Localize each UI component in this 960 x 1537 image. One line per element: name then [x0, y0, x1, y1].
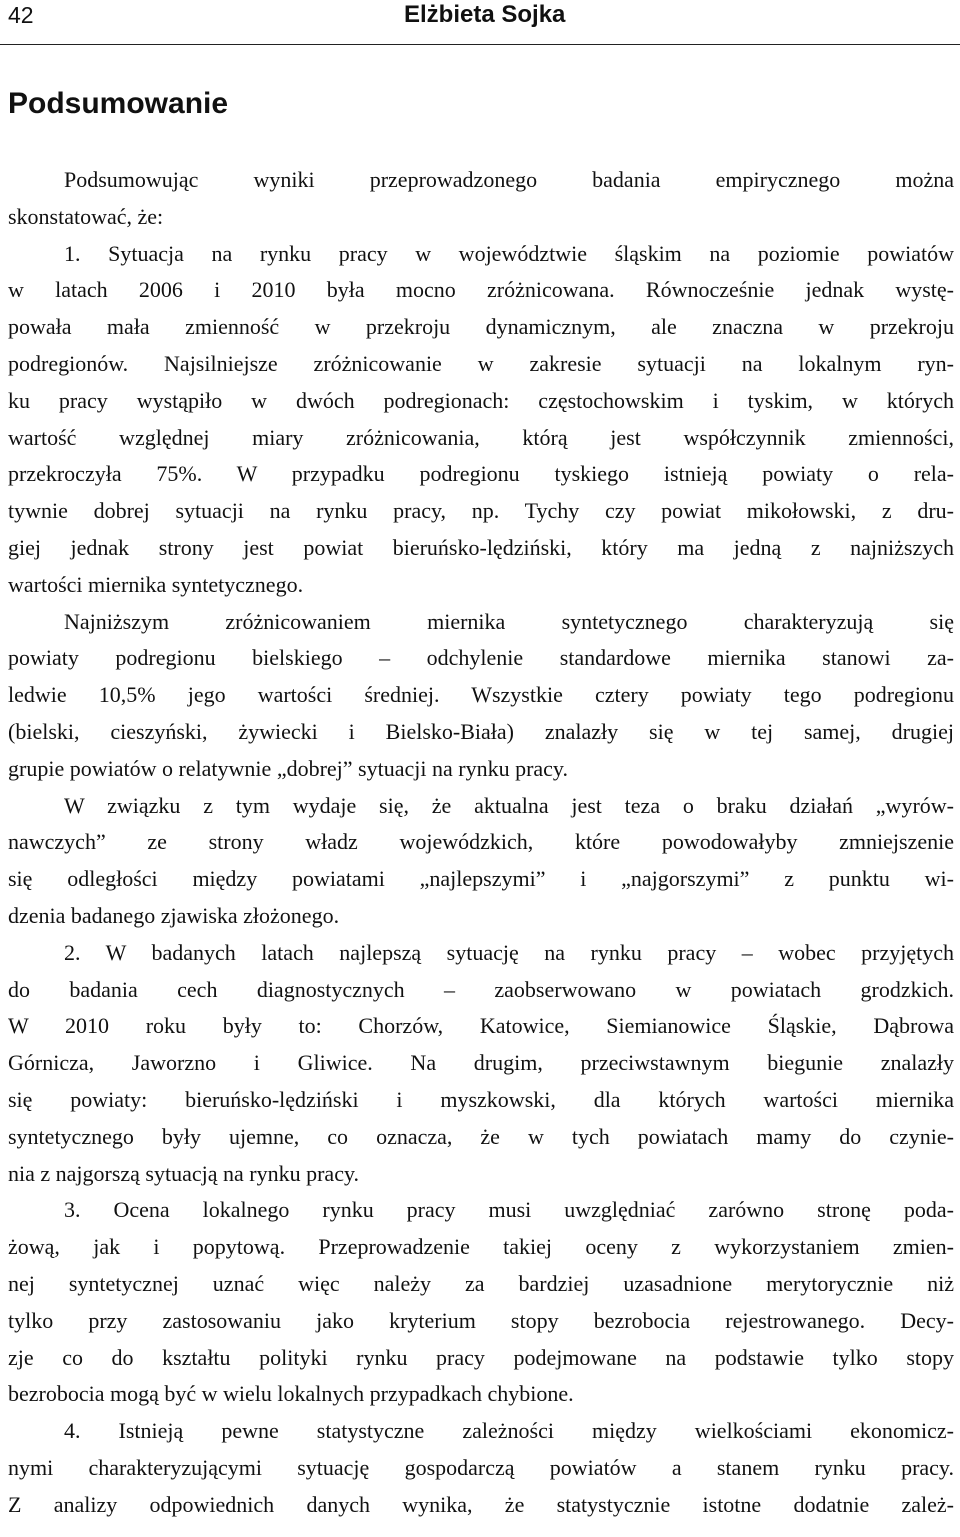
- text-line: W związku z tym wydaje się, że aktualna jest teza o braku działań „wyrów-: [64, 792, 954, 818]
- text-line: do badania cech diagnostycznych – zaobserwowano w powiatach grodzkich.: [8, 976, 954, 1002]
- text-line: Górnicza, Jaworzno i Gliwice. Na drugim, przeciwstawnym biegunie znalazły: [8, 1050, 954, 1076]
- text-line: 3. Ocena lokalnego rynku pracy musi uwzględniać zarówno stronę poda-: [64, 1197, 954, 1223]
- text-line: skonstatować, że:: [8, 203, 164, 229]
- text-line: Podsumowując wyniki przeprowadzonego badania empirycznego można: [64, 167, 954, 192]
- text-line: powiaty podregionu bielskiego – odchylenie standardowe miernika stanowi za-: [8, 645, 954, 671]
- text-line: dzenia badanego zjawiska złożonego.: [8, 902, 340, 928]
- text-line: syntetycznego były ujemne, co oznacza, że w tych powiatach mamy do czynie-: [8, 1123, 954, 1149]
- text-line: się powiaty: bieruńsko-lędziński i myszkowski, dla których wartości miernika: [8, 1086, 954, 1112]
- body-text: [8, 162, 954, 1523]
- text-line: powała mała zmienność w przekroju dynamicznym, ale znaczna w przekroju: [8, 314, 954, 340]
- text-line: żową, jak i popytową. Przeprowadzenie takiej oceny z wykorzystaniem zmien-: [8, 1234, 954, 1260]
- text-line: Z analizy odpowiednich danych wynika, że statystycznie istotne dodatnie zależ-: [8, 1491, 954, 1517]
- text-line: zje co do kształtu polityki rynku pracy podejmowane na podstawie tylko stopy: [8, 1344, 954, 1370]
- text-line: 1. Sytuacja na rynku pracy w województwie śląskim na poziomie powiatów: [64, 240, 954, 266]
- text-line: 4. Istnieją pewne statystyczne zależności między wielkościami ekonomicz-: [64, 1418, 954, 1444]
- text-line: ledwie 10,5% jego wartości średniej. Wszystkie cztery powiaty tego podregionu: [8, 682, 954, 708]
- text-line: 2. W badanych latach najlepszą sytuację na rynku pracy – wobec przyjętych: [64, 939, 954, 965]
- text-line: Najniższym zróżnicowaniem miernika syntetycznego charakteryzują się: [64, 608, 954, 634]
- text-line: wartości miernika syntetycznego.: [8, 571, 304, 597]
- running-head-author: Elżbieta Sojka: [404, 1, 566, 28]
- text-line: (bielski, cieszyński, żywiecki i Bielsko-Biała) znalazły się w tej samej, drugiej: [8, 718, 954, 744]
- text-line: nawczych” ze strony władz wojewódzkich, które powodowałyby zmniejszenie: [8, 829, 954, 855]
- text-line: podregionów. Najsilniejsze zróżnicowanie w zakresie sytuacji na lokalnym ryn-: [8, 350, 954, 376]
- text-line: W 2010 roku były to: Chorzów, Katowice, Siemianowice Śląskie, Dąbrowa: [8, 1013, 954, 1039]
- text-line: tylko przy zastosowaniu jako kryterium stopy bezrobocia rejestrowanego. Decy-: [8, 1307, 954, 1333]
- text-line: grupie powiatów o relatywnie „dobrej” sytuacji na rynku pracy.: [8, 755, 568, 781]
- page-header: [0, 0, 960, 45]
- section-title: Podsumowanie: [8, 87, 229, 120]
- text-line: w latach 2006 i 2010 była mocno zróżnicowana. Równocześnie jednak wystę-: [8, 277, 954, 303]
- page-number: 42: [8, 2, 34, 28]
- text-line: nia z najgorszą sytuacją na rynku pracy.: [8, 1160, 360, 1186]
- text-line: tywnie dobrej sytuacji na rynku pracy, np. Tychy czy powiat mikołowski, z dru-: [8, 498, 954, 524]
- text-line: bezrobocia mogą być w wielu lokalnych przypadkach chybione.: [8, 1381, 574, 1407]
- text-line: nymi charakteryzującymi sytuację gospodarczą powiatów a stanem rynku pracy.: [8, 1454, 954, 1480]
- text-line: przekroczyła 75%. W przypadku podregionu tyskiego istnieją powiaty o rela-: [8, 461, 954, 487]
- text-line: nej syntetycznej uznać więc należy za bardziej uzasadnione merytorycznie niż: [8, 1270, 954, 1296]
- text-line: wartość względnej miary zróżnicowania, którą jest współczynnik zmienności,: [8, 424, 954, 450]
- text-line: ku pracy wystąpiło w dwóch podregionach: częstochowskim i tyskim, w których: [8, 387, 954, 413]
- text-line: się odległości między powiatami „najlepszymi” i „najgorszymi” z punktu wi-: [8, 866, 954, 892]
- text-line: giej jednak strony jest powiat bieruńsko-lędziński, który ma jedną z najniższych: [8, 534, 954, 560]
